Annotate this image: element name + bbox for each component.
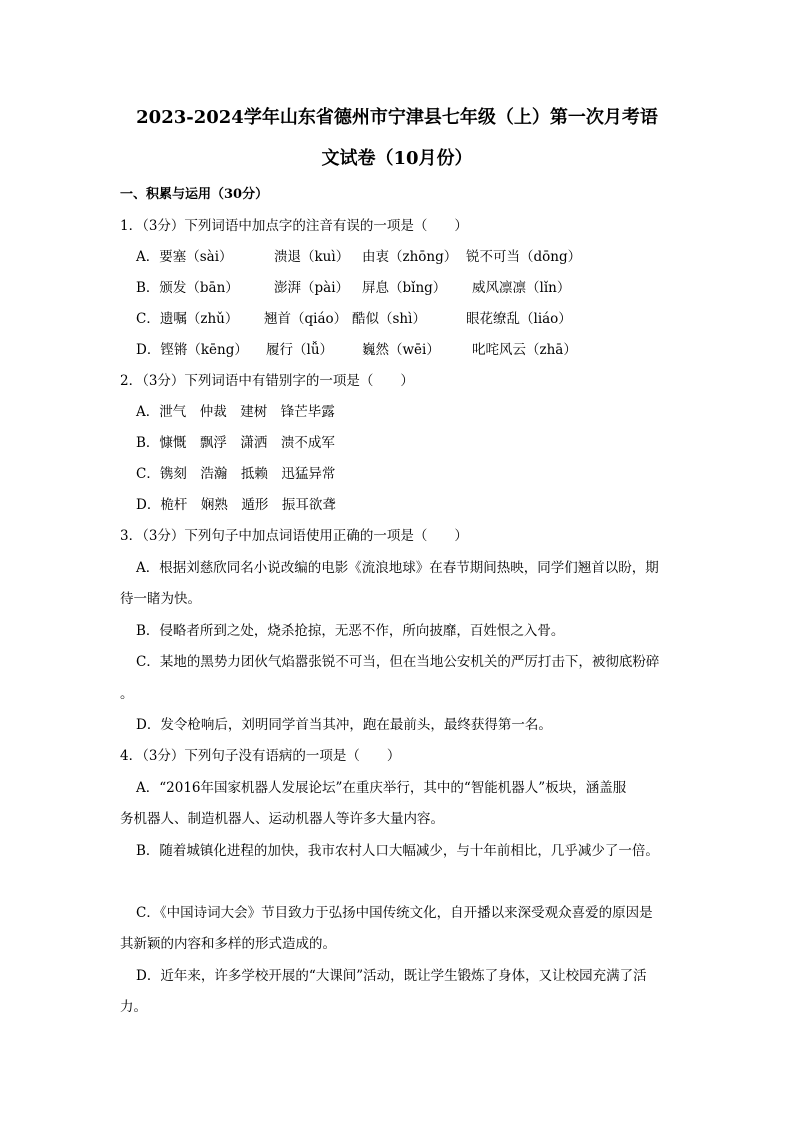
q1-b-word4: 威风凛凛（lǐn） xyxy=(472,280,571,296)
q1-a-word1: A．要塞（sài） xyxy=(136,249,233,265)
q1-d-word1: D．铿锵（kēng） xyxy=(136,342,248,358)
q4-option-a-line2: 务机器人、制造机器人、运动机器人等许多大量内容。 xyxy=(120,811,444,827)
q1-d-word4: 叱咤风云（zhā） xyxy=(472,342,577,358)
q4-option-c-line2: 其新颖的内容和多样的形式造成的。 xyxy=(120,936,336,952)
q1-b-word2: 澎湃（pài） xyxy=(274,280,350,296)
q2-option-d: D．桅杆 娴熟 遁形 振耳欲聋 xyxy=(136,497,336,513)
question-4-stem: 4．（3分）下列句子没有语病的一项是（ ） xyxy=(120,748,401,764)
q2-option-a: A．泄气 仲裁 建树 锋芒毕露 xyxy=(136,404,335,420)
q3-option-d: D．发令枪响后，刘明同学首当其冲，跑在最前头，最终获得第一名。 xyxy=(136,717,552,733)
q1-a-word2: 溃退（kuì） xyxy=(274,249,350,265)
q2-option-c: C．镌刻 浩瀚 抵赖 迅猛异常 xyxy=(136,466,336,482)
q1-a-word3: 由衷（zhōng） xyxy=(362,249,458,265)
q3-option-a-line2: 待一睹为快。 xyxy=(120,591,201,607)
q3-option-b: B．侵略者所到之处，烧杀抢掠，无恶不作，所向披靡，百姓恨之入骨。 xyxy=(136,623,565,639)
q1-d-word3: 巍然（wēi） xyxy=(362,342,440,358)
q1-b-word1: B．颁发（bān） xyxy=(136,280,239,296)
q2-option-b: B．慷慨 飘浮 潇洒 溃不成军 xyxy=(136,435,335,451)
q4-option-a-line1: A．“2016年国家机器人发展论坛”在重庆举行，其中的“智能机器人”板块，涵盖服 xyxy=(136,780,627,796)
q1-a-word4: 锐不可当（dōng） xyxy=(466,249,582,265)
q3-option-c-line1: C．某地的黑势力团伙气焰嚣张锐不可当，但在当地公安机关的严厉打击下，被彻底粉碎 xyxy=(136,654,660,670)
q1-d-word2: 履行（lǚ） xyxy=(266,342,334,358)
q3-option-a-line1: A．根据刘慈欣同名小说改编的电影《流浪地球》在春节期间热映，同学们翘首以盼，期 xyxy=(136,560,659,576)
q1-b-word3: 屏息（bǐng） xyxy=(362,280,447,296)
q4-option-d-line2: 力。 xyxy=(120,999,147,1015)
q1-c-word3: 酷似（shì） xyxy=(352,311,426,327)
question-2-stem: 2．（3分）下列词语中有错别字的一项是（ ） xyxy=(120,373,414,389)
q4-option-c-line1: C．《中国诗词大会》节目致力于弘扬中国传统文化，自开播以来深受观众喜爱的原因是 xyxy=(136,905,653,921)
exam-title-line2: 文试卷（10月份） xyxy=(321,148,473,169)
q1-c-word1: C．遗嘱（zhǔ） xyxy=(136,311,239,327)
question-1-stem: 1．（3分）下列词语中加点字的注音有误的一项是（ ） xyxy=(120,218,468,234)
exam-title-line1: 2023-2024学年山东省德州市宁津县七年级（上）第一次月考语 xyxy=(136,107,658,128)
q3-option-c-line2: 。 xyxy=(120,686,134,702)
question-3-stem: 3．（3分）下列句子中加点词语使用正确的一项是（ ） xyxy=(120,528,468,544)
q1-c-word4: 眼花缭乱（liáo） xyxy=(466,311,572,327)
q4-option-d-line1: D．近年来，许多学校开展的“大课间”活动，既让学生锻炼了身体，又让校园充满了活 xyxy=(136,968,647,984)
section-heading: 一、积累与运用（30分） xyxy=(120,187,269,202)
q4-option-b: B．随着城镇化进程的加快，我市农村人口大幅减少，与十年前相比，几乎减少了一倍。 xyxy=(136,843,659,859)
q1-c-word2: 翘首（qiáo） xyxy=(264,311,348,327)
